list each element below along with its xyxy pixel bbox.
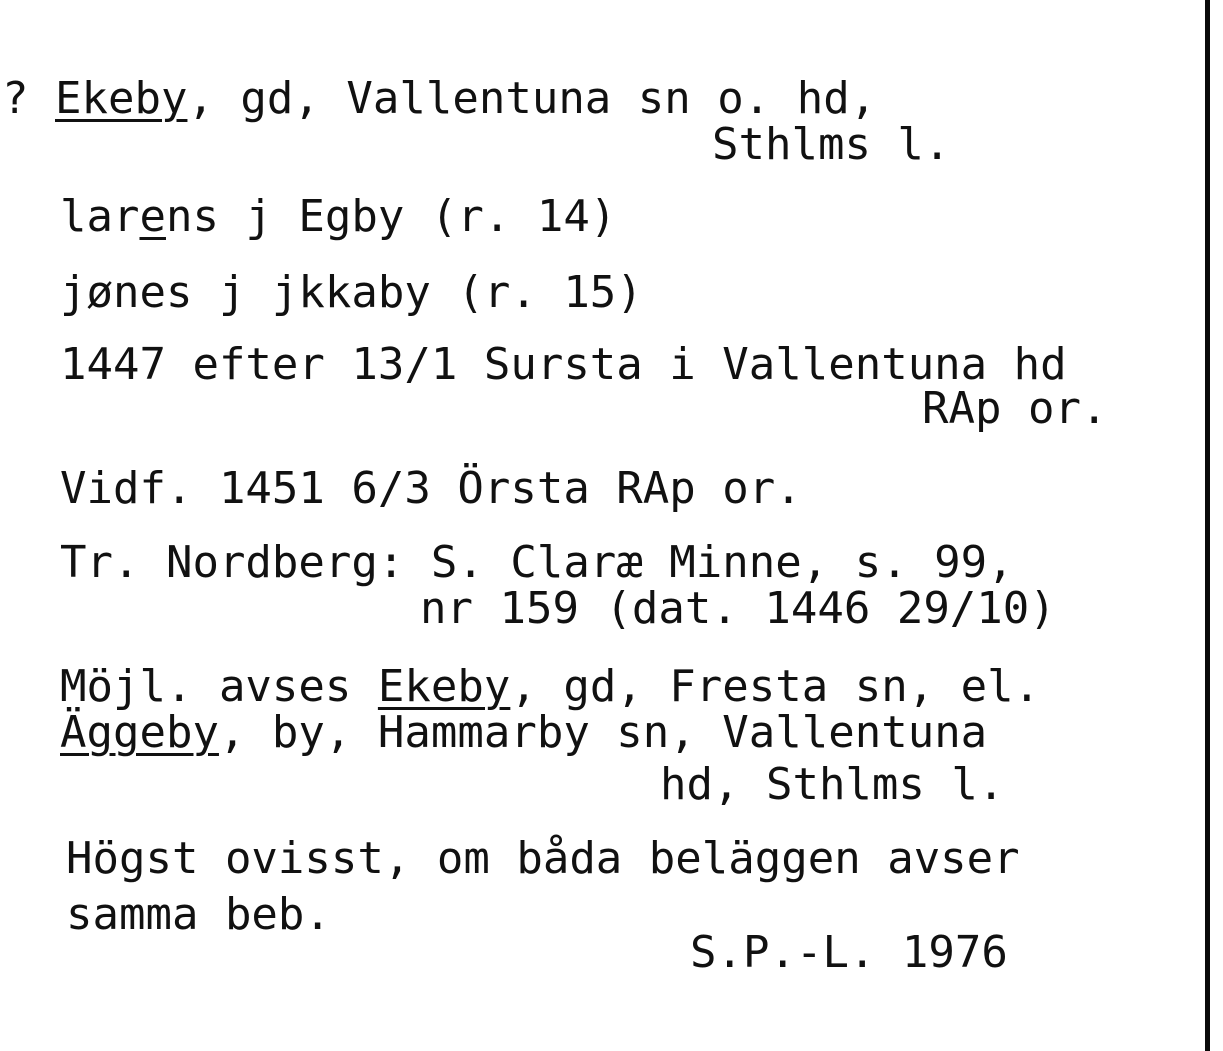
record-line-1-mark: e: [139, 191, 166, 242]
record-line-7-post: , by, Hammarby sn, Vallentuna: [218, 707, 988, 758]
header-description: , gd, Vallentuna sn o. hd,: [187, 73, 877, 124]
record-line-1: [60, 192, 616, 242]
signature: S.P.-L. 1976: [690, 927, 1008, 978]
place-name: Ekeby: [55, 73, 188, 124]
comment-line-2: samma beb.: [66, 889, 331, 940]
header-line: [2, 74, 876, 124]
record-line-5-cont: nr 159 (dat. 1446 29/10): [420, 583, 1056, 634]
card-edge-line: [1205, 0, 1210, 1051]
record-line-3: 1447 efter 13/1 Sursta i Vallentuna hd: [60, 339, 1067, 390]
record-line-3-source: RAp or.: [922, 383, 1108, 434]
record-line-4: Vidf. 1451 6/3 Örsta RAp or.: [60, 463, 802, 514]
question-mark: ?: [2, 73, 29, 124]
header-county: Sthlms l.: [712, 119, 951, 170]
record-line-6: [60, 662, 1040, 712]
alt-place-name-2: Äggeby: [60, 707, 219, 758]
alt-place-name-1: Ekeby: [377, 661, 511, 712]
record-line-7-cont: hd, Sthlms l.: [660, 759, 1005, 810]
comment-line-1: Högst ovisst, om båda beläggen avser: [66, 833, 1020, 884]
record-line-7: [60, 708, 987, 758]
record-line-5: Tr. Nordberg: S. Claræ Minne, s. 99,: [60, 537, 1014, 588]
record-line-1-post: ns j Egby (r. 14): [165, 191, 617, 242]
record-line-6-pre: Möjl. avses: [60, 661, 378, 712]
record-line-1-pre: lar: [60, 191, 140, 242]
record-line-2: jønes j jkkaby (r. 15): [60, 267, 643, 318]
record-line-6-post: , gd, Fresta sn, el.: [510, 661, 1041, 712]
